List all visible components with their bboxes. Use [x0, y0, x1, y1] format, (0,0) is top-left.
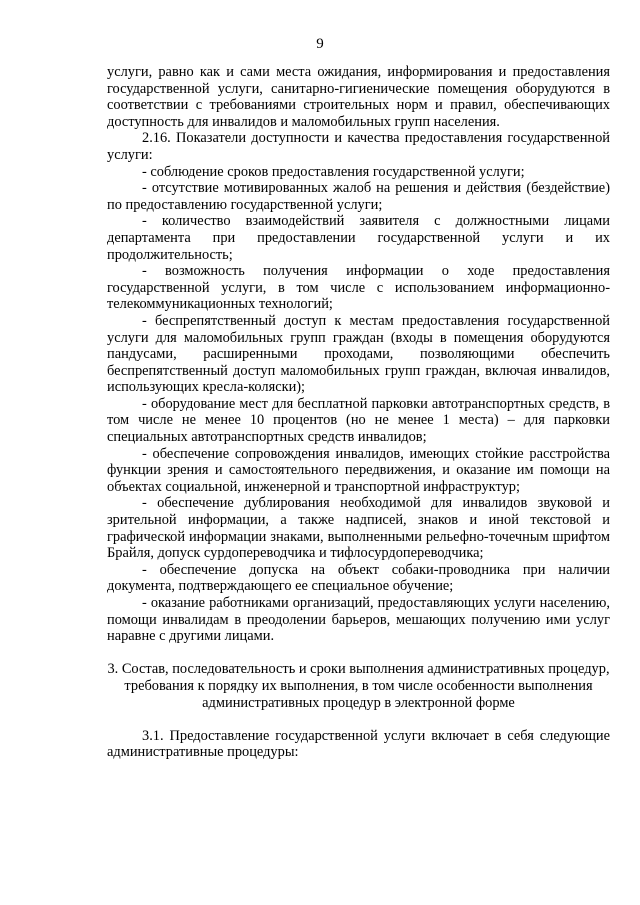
document-body — [107, 64, 610, 761]
paragraph-2-16-heading: 2.16. Показатели доступности и качества предоставления государственной услуги: — [107, 130, 610, 163]
spacer — [107, 711, 610, 728]
list-item-parking: - оборудование мест для бесплатной парковки автотранспортных средств, в том числе не менее 10 процентов (но не менее 1 места) – для парковки специальных автотранспортных средств инвалидов; — [107, 395, 610, 446]
spacer — [107, 645, 610, 662]
list-item-deadlines: - соблюдение сроков предоставления государственной услуги; — [142, 163, 525, 180]
list-item-information: - возможность получения информации о ходе предоставления государственной услуги, в том числе с использованием информационно-телекоммуникационных технологий; — [107, 263, 610, 313]
list-item-duplication: - обеспечение дублирования необходимой для инвалидов звуковой и зрительной информации, а также надписей, знаков и иной текстовой и графической информации знаками, выполненными рельефно-точечным шрифтом Брайля, допуск сурдопереводчика и тифлосурдопереводчика; — [107, 495, 610, 562]
list-item-no-complaints: - отсутствие мотивированных жалоб на решения и действия (бездействие) по предоставлению государственной услуги; — [107, 180, 610, 213]
list-item-staff-assistance: - оказание работниками организаций, предоставляющих услуги населению, помощи инвалидам в преодолении барьеров, мешающих получению ими услуг наравне с другими лицами. — [107, 595, 610, 645]
page-number: 9 — [316, 36, 324, 52]
paragraph-accessibility-premises: услуги, равно как и сами места ожидания, информирования и предоставления государственной услуги, санитарно-гигиенические помещения оборудуются в соответствии с требованиями строительных норм и правил, обеспечивающих доступность для инвалидов и маломобильных групп населения. — [107, 64, 610, 130]
paragraph-3-1: 3.1. Предоставление государственной услуги включает в себя следующие административные процедуры: — [107, 727, 610, 761]
section-3-heading: 3. Состав, последовательность и сроки выполнения административных процедур, требования к порядку их выполнения, в том числе особенности выполнения административных процедур в электронной форме — [107, 661, 610, 711]
list-item-escort: - обеспечение сопровождения инвалидов, имеющих стойкие расстройства функции зрения и самостоятельного передвижения, и оказание им помощи на объектах социальной, инженерной и транспортной инфраструктур; — [107, 445, 610, 495]
list-item-interactions: - количество взаимодействий заявителя с должностными лицами департамента при предоставлении государственной услуги и их продолжительность; — [107, 213, 610, 263]
list-item-guide-dog: - обеспечение допуска на объект собаки-проводника при наличии документа, подтверждающего ее специальное обучение; — [107, 561, 610, 595]
list-item-access: - беспрепятственный доступ к местам предоставления государственной услуги для маломобильных групп граждан (входы в помещения оборудуются пандусами, расширенными проходами, позволяющими обеспечить беспрепятственный доступ маломобильных групп граждан, включая инвалидов, использующих кресла-коляски); — [107, 312, 610, 396]
